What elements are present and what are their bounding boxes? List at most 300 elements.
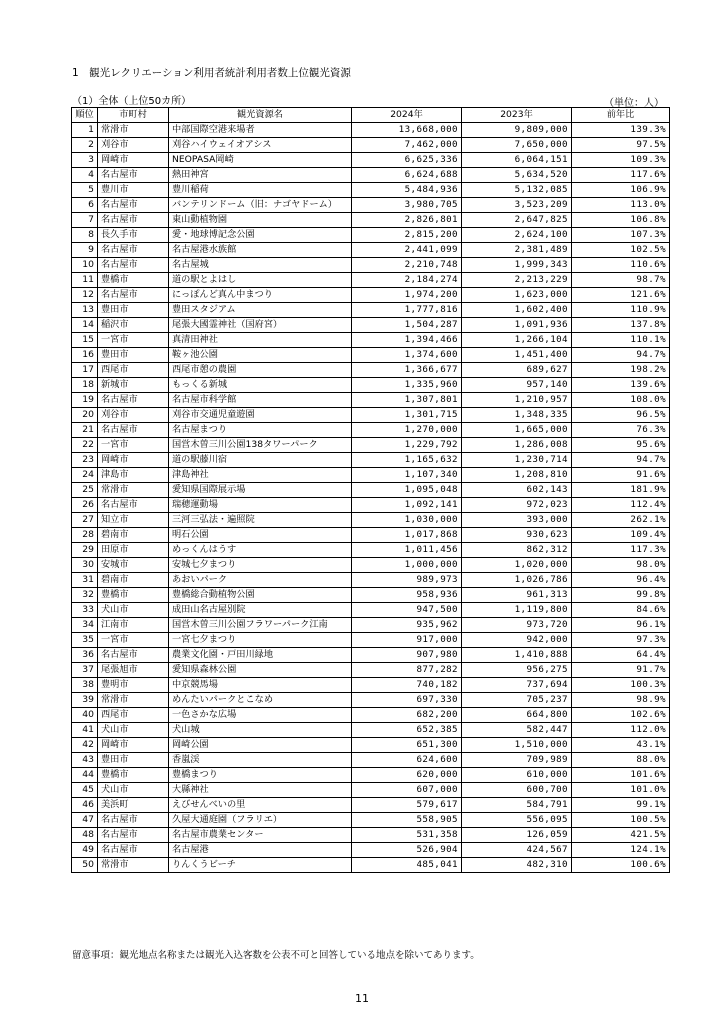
visitors-2024-cell: 558,905 bbox=[352, 813, 462, 828]
yoy-ratio-cell: 108.0% bbox=[572, 393, 670, 408]
table-row bbox=[72, 558, 670, 573]
table-row bbox=[72, 138, 670, 153]
visitors-2023-cell: 709,989 bbox=[462, 753, 572, 768]
visitors-2023-cell: 556,095 bbox=[462, 813, 572, 828]
visitors-2023-cell: 1,091,936 bbox=[462, 318, 572, 333]
table-row bbox=[72, 213, 670, 228]
yoy-ratio-cell: 98.9% bbox=[572, 693, 670, 708]
visitors-2024-cell: 1,270,000 bbox=[352, 423, 462, 438]
visitors-2023-cell: 482,310 bbox=[462, 858, 572, 873]
resource-name-cell: りんくうビーチ bbox=[169, 858, 352, 873]
visitors-2023-cell: 862,312 bbox=[462, 543, 572, 558]
rank-cell: 17 bbox=[72, 363, 98, 378]
visitors-2023-cell: 2,624,100 bbox=[462, 228, 572, 243]
city-cell: 稲沢市 bbox=[98, 318, 169, 333]
table-row bbox=[72, 633, 670, 648]
rank-cell: 26 bbox=[72, 498, 98, 513]
table-row bbox=[72, 378, 670, 393]
yoy-ratio-cell: 106.9% bbox=[572, 183, 670, 198]
visitors-2024-cell: 620,000 bbox=[352, 768, 462, 783]
visitors-2023-cell: 1,623,000 bbox=[462, 288, 572, 303]
yoy-ratio-cell: 95.6% bbox=[572, 438, 670, 453]
visitors-2023-cell: 1,119,800 bbox=[462, 603, 572, 618]
city-cell: 名古屋市 bbox=[98, 243, 169, 258]
rank-cell: 25 bbox=[72, 483, 98, 498]
visitors-2024-cell: 1,366,677 bbox=[352, 363, 462, 378]
rank-cell: 5 bbox=[72, 183, 98, 198]
resource-name-cell: 名古屋まつり bbox=[169, 423, 352, 438]
resource-name-cell: 名古屋城 bbox=[169, 258, 352, 273]
rank-cell: 3 bbox=[72, 153, 98, 168]
rank-cell: 11 bbox=[72, 273, 98, 288]
rank-cell: 8 bbox=[72, 228, 98, 243]
visitors-2023-cell: 600,700 bbox=[462, 783, 572, 798]
city-cell: 江南市 bbox=[98, 618, 169, 633]
table-row bbox=[72, 843, 670, 858]
yoy-ratio-cell: 139.3% bbox=[572, 123, 670, 138]
city-cell: 安城市 bbox=[98, 558, 169, 573]
visitors-2024-cell: 579,617 bbox=[352, 798, 462, 813]
resource-name-cell: 尾張大國霊神社（国府宮） bbox=[169, 318, 352, 333]
visitors-2024-cell: 1,000,000 bbox=[352, 558, 462, 573]
rank-cell: 7 bbox=[72, 213, 98, 228]
visitors-2024-cell: 485,041 bbox=[352, 858, 462, 873]
yoy-ratio-cell: 112.0% bbox=[572, 723, 670, 738]
table-row bbox=[72, 498, 670, 513]
rank-cell: 20 bbox=[72, 408, 98, 423]
visitors-2023-cell: 584,791 bbox=[462, 798, 572, 813]
header-2024: 2024年 bbox=[352, 108, 462, 123]
rank-cell: 23 bbox=[72, 453, 98, 468]
yoy-ratio-cell: 100.3% bbox=[572, 678, 670, 693]
city-cell: 碧南市 bbox=[98, 528, 169, 543]
visitors-2023-cell: 930,623 bbox=[462, 528, 572, 543]
visitors-2023-cell: 1,602,400 bbox=[462, 303, 572, 318]
rank-cell: 44 bbox=[72, 768, 98, 783]
city-cell: 名古屋市 bbox=[98, 258, 169, 273]
visitors-2024-cell: 989,973 bbox=[352, 573, 462, 588]
visitors-2024-cell: 1,504,287 bbox=[352, 318, 462, 333]
rank-cell: 29 bbox=[72, 543, 98, 558]
yoy-ratio-cell: 106.8% bbox=[572, 213, 670, 228]
visitors-2024-cell: 1,335,960 bbox=[352, 378, 462, 393]
rank-cell: 4 bbox=[72, 168, 98, 183]
rank-cell: 19 bbox=[72, 393, 98, 408]
resource-name-cell: 大縣神社 bbox=[169, 783, 352, 798]
visitors-2024-cell: 652,385 bbox=[352, 723, 462, 738]
visitors-2023-cell: 6,064,151 bbox=[462, 153, 572, 168]
resource-name-cell: 豊橋まつり bbox=[169, 768, 352, 783]
yoy-ratio-cell: 97.5% bbox=[572, 138, 670, 153]
visitors-2023-cell: 972,023 bbox=[462, 498, 572, 513]
rank-cell: 41 bbox=[72, 723, 98, 738]
visitors-2024-cell: 1,011,456 bbox=[352, 543, 462, 558]
visitors-2024-cell: 1,017,868 bbox=[352, 528, 462, 543]
visitors-2023-cell: 1,286,008 bbox=[462, 438, 572, 453]
visitors-2023-cell: 1,348,335 bbox=[462, 408, 572, 423]
table-row bbox=[72, 693, 670, 708]
visitors-2023-cell: 961,313 bbox=[462, 588, 572, 603]
visitors-2023-cell: 2,213,229 bbox=[462, 273, 572, 288]
visitors-2023-cell: 1,410,888 bbox=[462, 648, 572, 663]
rank-cell: 50 bbox=[72, 858, 98, 873]
visitors-2023-cell: 705,237 bbox=[462, 693, 572, 708]
resource-name-cell: 瑞穂運動場 bbox=[169, 498, 352, 513]
city-cell: 一宮市 bbox=[98, 633, 169, 648]
table-header-row bbox=[72, 108, 670, 123]
yoy-ratio-cell: 64.4% bbox=[572, 648, 670, 663]
table-row bbox=[72, 618, 670, 633]
rank-cell: 15 bbox=[72, 333, 98, 348]
city-cell: 刈谷市 bbox=[98, 408, 169, 423]
visitors-2023-cell: 582,447 bbox=[462, 723, 572, 738]
visitors-2024-cell: 1,030,000 bbox=[352, 513, 462, 528]
city-cell: 常滑市 bbox=[98, 693, 169, 708]
visitors-2023-cell: 689,627 bbox=[462, 363, 572, 378]
header-city: 市町村 bbox=[98, 108, 169, 123]
visitors-2024-cell: 907,980 bbox=[352, 648, 462, 663]
yoy-ratio-cell: 88.0% bbox=[572, 753, 670, 768]
visitors-2024-cell: 682,200 bbox=[352, 708, 462, 723]
document-title: 1 観光レクリエーション利用者統計利用者数上位観光資源 bbox=[72, 67, 351, 79]
city-cell: 豊川市 bbox=[98, 183, 169, 198]
table-row bbox=[72, 768, 670, 783]
resource-name-cell: 豊田スタジアム bbox=[169, 303, 352, 318]
visitors-2024-cell: 1,229,792 bbox=[352, 438, 462, 453]
visitors-2023-cell: 737,694 bbox=[462, 678, 572, 693]
city-cell: 名古屋市 bbox=[98, 828, 169, 843]
header-resource: 観光資源名 bbox=[169, 108, 352, 123]
city-cell: 一宮市 bbox=[98, 333, 169, 348]
city-cell: 名古屋市 bbox=[98, 498, 169, 513]
rank-cell: 6 bbox=[72, 198, 98, 213]
resource-name-cell: 一宮七夕まつり bbox=[169, 633, 352, 648]
yoy-ratio-cell: 96.1% bbox=[572, 618, 670, 633]
table-row bbox=[72, 648, 670, 663]
resource-name-cell: 豊橋総合動植物公園 bbox=[169, 588, 352, 603]
visitors-2024-cell: 1,974,200 bbox=[352, 288, 462, 303]
rank-cell: 10 bbox=[72, 258, 98, 273]
resource-name-cell: 名古屋市農業センター bbox=[169, 828, 352, 843]
visitors-2023-cell: 1,665,000 bbox=[462, 423, 572, 438]
rank-cell: 36 bbox=[72, 648, 98, 663]
table-row bbox=[72, 753, 670, 768]
rank-cell: 21 bbox=[72, 423, 98, 438]
table-row bbox=[72, 303, 670, 318]
resource-name-cell: 明石公園 bbox=[169, 528, 352, 543]
yoy-ratio-cell: 100.6% bbox=[572, 858, 670, 873]
yoy-ratio-cell: 96.4% bbox=[572, 573, 670, 588]
visitors-2023-cell: 602,143 bbox=[462, 483, 572, 498]
table-row bbox=[72, 798, 670, 813]
city-cell: 田原市 bbox=[98, 543, 169, 558]
visitors-2023-cell: 2,647,825 bbox=[462, 213, 572, 228]
rank-cell: 45 bbox=[72, 783, 98, 798]
city-cell: 新城市 bbox=[98, 378, 169, 393]
visitors-2024-cell: 958,936 bbox=[352, 588, 462, 603]
resource-name-cell: 鞍ヶ池公園 bbox=[169, 348, 352, 363]
visitors-2023-cell: 942,000 bbox=[462, 633, 572, 648]
city-cell: 碧南市 bbox=[98, 573, 169, 588]
resource-name-cell: 道の駅藤川宿 bbox=[169, 453, 352, 468]
yoy-ratio-cell: 94.7% bbox=[572, 348, 670, 363]
resource-name-cell: 愛・地球博記念公園 bbox=[169, 228, 352, 243]
resource-name-cell: 刈谷ハイウェイオアシス bbox=[169, 138, 352, 153]
yoy-ratio-cell: 99.8% bbox=[572, 588, 670, 603]
table-row bbox=[72, 573, 670, 588]
city-cell: 西尾市 bbox=[98, 708, 169, 723]
visitors-2024-cell: 5,484,936 bbox=[352, 183, 462, 198]
resource-name-cell: 成田山名古屋別院 bbox=[169, 603, 352, 618]
rank-cell: 34 bbox=[72, 618, 98, 633]
visitors-2023-cell: 393,000 bbox=[462, 513, 572, 528]
table-row bbox=[72, 168, 670, 183]
table-row bbox=[72, 363, 670, 378]
city-cell: 知立市 bbox=[98, 513, 169, 528]
yoy-ratio-cell: 91.7% bbox=[572, 663, 670, 678]
city-cell: 豊田市 bbox=[98, 753, 169, 768]
city-cell: 岡崎市 bbox=[98, 738, 169, 753]
yoy-ratio-cell: 110.6% bbox=[572, 258, 670, 273]
visitors-2023-cell: 126,059 bbox=[462, 828, 572, 843]
visitors-2024-cell: 1,165,632 bbox=[352, 453, 462, 468]
table-row bbox=[72, 123, 670, 138]
table-row bbox=[72, 528, 670, 543]
resource-name-cell: 一色さかな広場 bbox=[169, 708, 352, 723]
city-cell: 豊田市 bbox=[98, 348, 169, 363]
table-row bbox=[72, 348, 670, 363]
visitors-2023-cell: 1,266,104 bbox=[462, 333, 572, 348]
rank-cell: 49 bbox=[72, 843, 98, 858]
table-row bbox=[72, 603, 670, 618]
visitors-2024-cell: 1,394,466 bbox=[352, 333, 462, 348]
table-row bbox=[72, 513, 670, 528]
yoy-ratio-cell: 91.6% bbox=[572, 468, 670, 483]
table-row bbox=[72, 393, 670, 408]
city-cell: 犬山市 bbox=[98, 603, 169, 618]
visitors-2023-cell: 1,999,343 bbox=[462, 258, 572, 273]
visitors-2024-cell: 607,000 bbox=[352, 783, 462, 798]
yoy-ratio-cell: 121.6% bbox=[572, 288, 670, 303]
visitors-2024-cell: 947,500 bbox=[352, 603, 462, 618]
yoy-ratio-cell: 109.4% bbox=[572, 528, 670, 543]
resource-name-cell: 東山動植物園 bbox=[169, 213, 352, 228]
rank-cell: 14 bbox=[72, 318, 98, 333]
resource-name-cell: 国営木曽三川公園フラワーパーク江南 bbox=[169, 618, 352, 633]
visitors-2024-cell: 2,441,099 bbox=[352, 243, 462, 258]
resource-name-cell: 名古屋港 bbox=[169, 843, 352, 858]
visitors-2023-cell: 1,451,400 bbox=[462, 348, 572, 363]
visitors-2024-cell: 2,184,274 bbox=[352, 273, 462, 288]
table-row bbox=[72, 663, 670, 678]
resource-name-cell: にっぽんど真ん中まつり bbox=[169, 288, 352, 303]
yoy-ratio-cell: 109.3% bbox=[572, 153, 670, 168]
rank-cell: 16 bbox=[72, 348, 98, 363]
table-row bbox=[72, 183, 670, 198]
ranking-table bbox=[71, 107, 670, 873]
yoy-ratio-cell: 76.3% bbox=[572, 423, 670, 438]
yoy-ratio-cell: 96.5% bbox=[572, 408, 670, 423]
rank-cell: 38 bbox=[72, 678, 98, 693]
visitors-2024-cell: 1,777,816 bbox=[352, 303, 462, 318]
city-cell: 豊橋市 bbox=[98, 588, 169, 603]
visitors-2023-cell: 2,381,489 bbox=[462, 243, 572, 258]
visitors-2023-cell: 9,809,000 bbox=[462, 123, 572, 138]
visitors-2024-cell: 1,307,801 bbox=[352, 393, 462, 408]
table-row bbox=[72, 198, 670, 213]
yoy-ratio-cell: 102.5% bbox=[572, 243, 670, 258]
city-cell: 津島市 bbox=[98, 468, 169, 483]
yoy-ratio-cell: 98.7% bbox=[572, 273, 670, 288]
visitors-2024-cell: 740,182 bbox=[352, 678, 462, 693]
rank-cell: 28 bbox=[72, 528, 98, 543]
yoy-ratio-cell: 101.0% bbox=[572, 783, 670, 798]
rank-cell: 35 bbox=[72, 633, 98, 648]
yoy-ratio-cell: 112.4% bbox=[572, 498, 670, 513]
resource-name-cell: 愛知県国際展示場 bbox=[169, 483, 352, 498]
visitors-2023-cell: 3,523,209 bbox=[462, 198, 572, 213]
visitors-2023-cell: 1,208,810 bbox=[462, 468, 572, 483]
table-row bbox=[72, 858, 670, 873]
footnote: 留意事項：観光地点名称または観光入込客数を公表不可と回答している地点を除いてあります。 bbox=[72, 950, 480, 961]
yoy-ratio-cell: 100.5% bbox=[572, 813, 670, 828]
visitors-2023-cell: 424,567 bbox=[462, 843, 572, 858]
city-cell: 豊橋市 bbox=[98, 768, 169, 783]
rank-cell: 32 bbox=[72, 588, 98, 603]
resource-name-cell: 西尾市憩の農園 bbox=[169, 363, 352, 378]
table-row bbox=[72, 678, 670, 693]
table-row bbox=[72, 153, 670, 168]
city-cell: 名古屋市 bbox=[98, 198, 169, 213]
rank-cell: 9 bbox=[72, 243, 98, 258]
yoy-ratio-cell: 97.3% bbox=[572, 633, 670, 648]
yoy-ratio-cell: 98.0% bbox=[572, 558, 670, 573]
yoy-ratio-cell: 137.8% bbox=[572, 318, 670, 333]
visitors-2023-cell: 973,720 bbox=[462, 618, 572, 633]
resource-name-cell: 名古屋港水族館 bbox=[169, 243, 352, 258]
yoy-ratio-cell: 124.1% bbox=[572, 843, 670, 858]
table-row bbox=[72, 273, 670, 288]
table-row bbox=[72, 243, 670, 258]
city-cell: 美浜町 bbox=[98, 798, 169, 813]
visitors-2024-cell: 1,092,141 bbox=[352, 498, 462, 513]
rank-cell: 2 bbox=[72, 138, 98, 153]
rank-cell: 30 bbox=[72, 558, 98, 573]
table-row bbox=[72, 408, 670, 423]
table-row bbox=[72, 438, 670, 453]
visitors-2023-cell: 7,650,000 bbox=[462, 138, 572, 153]
visitors-2024-cell: 877,282 bbox=[352, 663, 462, 678]
table-row bbox=[72, 813, 670, 828]
table-row bbox=[72, 708, 670, 723]
yoy-ratio-cell: 84.6% bbox=[572, 603, 670, 618]
visitors-2024-cell: 531,358 bbox=[352, 828, 462, 843]
resource-name-cell: めんたいパークとこなめ bbox=[169, 693, 352, 708]
header-2023: 2023年 bbox=[462, 108, 572, 123]
resource-name-cell: 刈谷市交通児童遊園 bbox=[169, 408, 352, 423]
city-cell: 刈谷市 bbox=[98, 138, 169, 153]
visitors-2024-cell: 2,826,801 bbox=[352, 213, 462, 228]
city-cell: 常滑市 bbox=[98, 858, 169, 873]
city-cell: 名古屋市 bbox=[98, 168, 169, 183]
visitors-2024-cell: 526,904 bbox=[352, 843, 462, 858]
yoy-ratio-cell: 99.1% bbox=[572, 798, 670, 813]
rank-cell: 12 bbox=[72, 288, 98, 303]
rank-cell: 31 bbox=[72, 573, 98, 588]
city-cell: 岡崎市 bbox=[98, 453, 169, 468]
visitors-2024-cell: 6,625,336 bbox=[352, 153, 462, 168]
rank-cell: 39 bbox=[72, 693, 98, 708]
city-cell: 犬山市 bbox=[98, 723, 169, 738]
yoy-ratio-cell: 117.6% bbox=[572, 168, 670, 183]
resource-name-cell: 道の駅とよはし bbox=[169, 273, 352, 288]
city-cell: 名古屋市 bbox=[98, 423, 169, 438]
resource-name-cell: 熱田神宮 bbox=[169, 168, 352, 183]
visitors-2024-cell: 697,330 bbox=[352, 693, 462, 708]
rank-cell: 18 bbox=[72, 378, 98, 393]
rank-cell: 40 bbox=[72, 708, 98, 723]
table-row bbox=[72, 738, 670, 753]
rank-cell: 22 bbox=[72, 438, 98, 453]
visitors-2024-cell: 1,374,600 bbox=[352, 348, 462, 363]
resource-name-cell: 香嵐渓 bbox=[169, 753, 352, 768]
visitors-2024-cell: 13,668,000 bbox=[352, 123, 462, 138]
rank-cell: 42 bbox=[72, 738, 98, 753]
table-row bbox=[72, 828, 670, 843]
visitors-2024-cell: 1,107,340 bbox=[352, 468, 462, 483]
resource-name-cell: 真清田神社 bbox=[169, 333, 352, 348]
visitors-2024-cell: 2,815,200 bbox=[352, 228, 462, 243]
city-cell: 常滑市 bbox=[98, 483, 169, 498]
yoy-ratio-cell: 181.9% bbox=[572, 483, 670, 498]
resource-name-cell: 中部国際空港来場者 bbox=[169, 123, 352, 138]
city-cell: 名古屋市 bbox=[98, 288, 169, 303]
visitors-2024-cell: 7,462,000 bbox=[352, 138, 462, 153]
resource-name-cell: 安城七夕まつり bbox=[169, 558, 352, 573]
visitors-2024-cell: 6,624,688 bbox=[352, 168, 462, 183]
resource-name-cell: 久屋大通庭園（フラリエ） bbox=[169, 813, 352, 828]
visitors-2023-cell: 5,634,520 bbox=[462, 168, 572, 183]
city-cell: 名古屋市 bbox=[98, 648, 169, 663]
rank-cell: 1 bbox=[72, 123, 98, 138]
yoy-ratio-cell: 110.9% bbox=[572, 303, 670, 318]
table-row bbox=[72, 333, 670, 348]
unit-label: （単位：人） bbox=[604, 98, 664, 109]
visitors-2024-cell: 1,301,715 bbox=[352, 408, 462, 423]
yoy-ratio-cell: 110.1% bbox=[572, 333, 670, 348]
yoy-ratio-cell: 94.7% bbox=[572, 453, 670, 468]
header-ratio: 前年比 bbox=[572, 108, 670, 123]
visitors-2023-cell: 5,132,085 bbox=[462, 183, 572, 198]
table-row bbox=[72, 783, 670, 798]
city-cell: 名古屋市 bbox=[98, 813, 169, 828]
table-row bbox=[72, 543, 670, 558]
city-cell: 豊田市 bbox=[98, 303, 169, 318]
resource-name-cell: バンテリンドーム（旧：ナゴヤドーム） bbox=[169, 198, 352, 213]
rank-cell: 43 bbox=[72, 753, 98, 768]
table-row bbox=[72, 423, 670, 438]
visitors-2023-cell: 610,000 bbox=[462, 768, 572, 783]
yoy-ratio-cell: 43.1% bbox=[572, 738, 670, 753]
page-number: 11 bbox=[355, 992, 369, 1005]
visitors-2023-cell: 1,510,000 bbox=[462, 738, 572, 753]
resource-name-cell: 中京競馬場 bbox=[169, 678, 352, 693]
city-cell: 岡崎市 bbox=[98, 153, 169, 168]
resource-name-cell: 津島神社 bbox=[169, 468, 352, 483]
visitors-2023-cell: 1,210,957 bbox=[462, 393, 572, 408]
visitors-2023-cell: 1,026,786 bbox=[462, 573, 572, 588]
resource-name-cell: もっくる新城 bbox=[169, 378, 352, 393]
